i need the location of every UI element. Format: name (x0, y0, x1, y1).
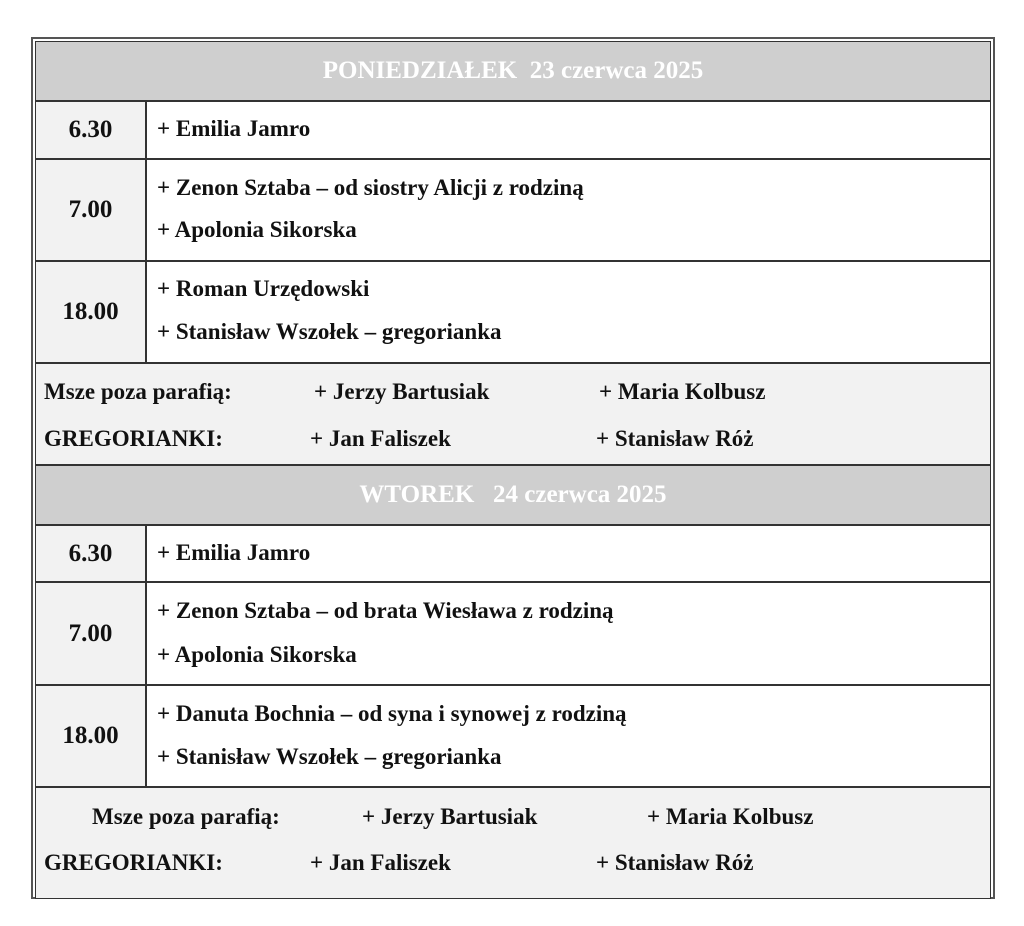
intention: + Stanisław Wszołek – gregorianka (157, 319, 502, 344)
outside-parish-item: + Maria Kolbusz (599, 379, 766, 404)
mass-time: 18.00 (35, 685, 146, 787)
mass-row (35, 582, 991, 685)
day-header-monday (35, 41, 991, 101)
mass-intentions (146, 101, 991, 159)
gregorian-item: + Jan Faliszek (310, 850, 451, 875)
outside-parish-item: + Jerzy Bartusiak (362, 804, 538, 829)
mass-row (35, 525, 991, 582)
day-header-tuesday (35, 465, 991, 525)
intention: + Zenon Sztaba – od brata Wiesława z rodziną (157, 598, 614, 623)
intention: + Apolonia Sikorska (157, 217, 357, 242)
mass-time: 7.00 (35, 159, 146, 261)
mass-time: 7.00 (35, 582, 146, 685)
gregorian-item: + Jan Faliszek (310, 426, 451, 451)
outside-parish-item: + Jerzy Bartusiak (314, 379, 490, 404)
intention: + Emilia Jamro (157, 116, 311, 141)
intention: + Apolonia Sikorska (157, 642, 357, 667)
mass-time: 6.30 (35, 101, 146, 159)
intention: + Roman Urzędowski (157, 276, 370, 301)
day-title: WTOREK 24 czerwca 2025 (359, 481, 667, 508)
extra-intentions-block (35, 787, 991, 899)
mass-row (35, 261, 991, 363)
intention: + Stanisław Wszołek – gregorianka (157, 744, 502, 769)
mass-intentions (146, 685, 991, 787)
mass-intentions (146, 261, 991, 363)
gregorian-item: + Stanisław Róż (596, 426, 754, 451)
mass-schedule-table (31, 37, 995, 899)
day-title: PONIEDZIAŁEK 23 czerwca 2025 (322, 57, 704, 84)
gregorian-label: GREGORIANKI: (44, 426, 223, 451)
mass-intentions (146, 159, 991, 261)
outside-parish-label: Msze poza parafią: (92, 804, 280, 829)
mass-time: 18.00 (35, 261, 146, 363)
intention: + Danuta Bochnia – od syna i synowej z rodziną (157, 701, 627, 726)
mass-intentions (146, 582, 991, 685)
intention: + Emilia Jamro (157, 540, 311, 565)
gregorian-item: + Stanisław Róż (596, 850, 754, 875)
gregorian-label: GREGORIANKI: (44, 850, 223, 875)
mass-row (35, 159, 991, 261)
outside-parish-label: Msze poza parafią: (44, 379, 232, 404)
mass-time: 6.30 (35, 525, 146, 582)
mass-row (35, 685, 991, 787)
intention: + Zenon Sztaba – od siostry Alicji z rodziną (157, 175, 584, 200)
outside-parish-item: + Maria Kolbusz (647, 804, 814, 829)
mass-intentions (146, 525, 991, 582)
extra-intentions-block (35, 363, 991, 465)
mass-row (35, 101, 991, 159)
